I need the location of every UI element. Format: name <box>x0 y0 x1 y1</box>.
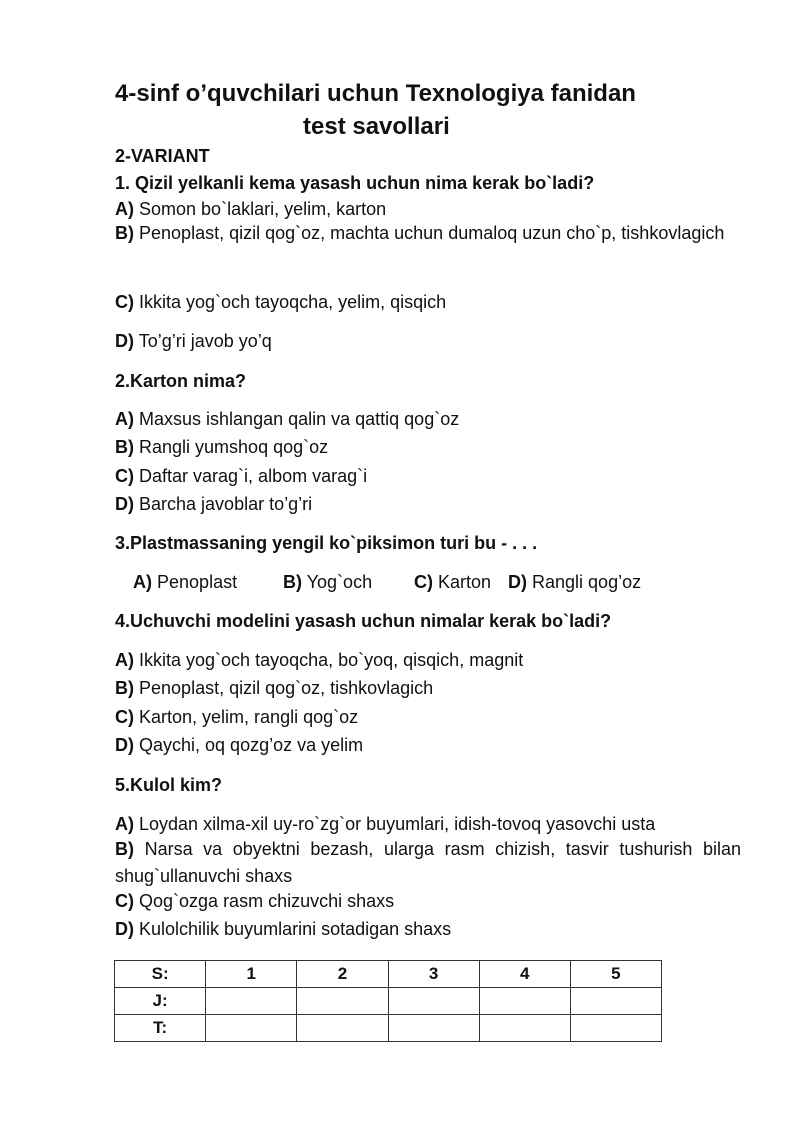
title-line-1: 4-sinf o’quvchilari uchun Texnologiya fanidan <box>115 80 636 107</box>
option-label: A) <box>115 199 134 219</box>
option-text: Maxsus ishlangan qalin va qattiq qog`oz <box>139 409 460 429</box>
option-text: Loydan xilma-xil uy-ro`zg`or buyumlari, idish-tovoq yasovchi usta <box>139 814 656 834</box>
q1-option-c <box>115 291 446 313</box>
option-label: C) <box>115 292 134 312</box>
option-label: D) <box>115 494 134 514</box>
option-text: Qaychi, oq qozg’oz va yelim <box>139 735 364 755</box>
table-cell <box>479 1015 570 1042</box>
option-label: D) <box>115 331 134 351</box>
q1-option-b <box>115 220 741 247</box>
q4-option-c <box>115 706 358 728</box>
question-2: 2.Karton nima? <box>115 371 247 391</box>
table-cell: S: <box>115 961 206 988</box>
q5-option-d <box>115 918 451 940</box>
option-text: Karton <box>438 572 492 592</box>
option-text: Penoplast <box>157 572 238 592</box>
option-text: Karton, yelim, rangli qog`oz <box>139 707 359 727</box>
q2-option-d <box>115 493 312 515</box>
q3-options-row <box>133 571 641 593</box>
q3-option-a <box>133 571 283 593</box>
option-label: B) <box>283 572 302 592</box>
table-cell <box>297 988 388 1015</box>
option-label: D) <box>115 735 134 755</box>
option-text: Rangli yumshoq qog`oz <box>139 437 329 457</box>
table-cell <box>297 1015 388 1042</box>
option-label: B) <box>115 678 134 698</box>
option-label: B) <box>115 437 134 457</box>
q4-option-a <box>115 649 523 671</box>
q2-option-b <box>115 436 328 458</box>
table-cell <box>388 988 479 1015</box>
q5-option-c <box>115 890 394 912</box>
title-line-2: test savollari <box>303 113 450 140</box>
question-3: 3.Plastmassaning yengil ko`piksimon turi bu - . . . <box>115 533 538 553</box>
answer-table <box>114 960 662 1042</box>
q1-option-d <box>115 330 272 352</box>
table-cell: 5 <box>570 961 661 988</box>
question-5: 5.Kulol kim? <box>115 775 223 795</box>
variant-label: 2-VARIANT <box>115 146 210 166</box>
q1-option-a <box>115 198 386 220</box>
table-cell: 1 <box>206 961 297 988</box>
option-label: A) <box>133 572 152 592</box>
option-text: Penoplast, qizil qog`oz, tishkovlagich <box>139 678 434 698</box>
question-4: 4.Uchuvchi modelini yasash uchun nimalar kerak bo`ladi? <box>115 611 612 631</box>
option-text: Daftar varag`i, albom varag`i <box>139 466 368 486</box>
answer-table-row-t <box>115 1015 662 1042</box>
option-text: Rangli qog’oz <box>532 572 642 592</box>
option-label: C) <box>115 707 134 727</box>
table-cell <box>206 1015 297 1042</box>
q4-option-b <box>115 677 433 699</box>
option-label: C) <box>115 891 134 911</box>
q2-option-a <box>115 408 459 430</box>
q4-option-d <box>115 734 363 756</box>
option-text: Somon bo`laklari, yelim, karton <box>139 199 387 219</box>
option-text: Ikkita yog`och tayoqcha, bo`yoq, qisqich, magnit <box>139 650 524 670</box>
table-cell <box>570 988 661 1015</box>
table-cell <box>388 1015 479 1042</box>
option-text: Kulolchilik buyumlarini sotadigan shaxs <box>139 919 452 939</box>
option-label: C) <box>115 466 134 486</box>
option-label: D) <box>508 572 527 592</box>
answer-table-row-j <box>115 988 662 1015</box>
option-label: C) <box>414 572 433 592</box>
option-label: A) <box>115 650 134 670</box>
table-cell: J: <box>115 988 206 1015</box>
option-text: To’g’ri javob yo’q <box>138 331 272 351</box>
q3-option-c <box>414 571 508 593</box>
q3-option-b <box>283 571 414 593</box>
option-text: Penoplast, qizil qog`oz, machta uchun dumaloq uzun cho`p, tishkovlagich <box>139 223 725 243</box>
table-cell <box>206 988 297 1015</box>
option-label: B) <box>115 223 134 243</box>
option-label: B) <box>115 839 134 859</box>
option-label: D) <box>115 919 134 939</box>
table-cell: 4 <box>479 961 570 988</box>
table-cell: 2 <box>297 961 388 988</box>
option-label: A) <box>115 814 134 834</box>
option-label: A) <box>115 409 134 429</box>
option-text: Ikkita yog`och tayoqcha, yelim, qisqich <box>139 292 447 312</box>
q5-option-a <box>115 813 655 835</box>
table-cell <box>570 1015 661 1042</box>
q2-option-c <box>115 465 367 487</box>
question-1: 1. Qizil yelkanli kema yasash uchun nima kerak bo`ladi? <box>115 173 595 193</box>
q5-option-b <box>115 836 741 890</box>
option-text: Narsa va obyektni bezash, ularga rasm chizish, tasvir tushurish bilan shug`ullanuvchi shaxs <box>115 839 741 886</box>
option-text: Qog`ozga rasm chizuvchi shaxs <box>139 891 395 911</box>
option-text: Yog`och <box>306 572 373 592</box>
table-cell: 3 <box>388 961 479 988</box>
table-cell: T: <box>115 1015 206 1042</box>
q3-option-d <box>508 571 641 593</box>
answer-table-row-s <box>115 961 662 988</box>
option-text: Barcha javoblar to’g’ri <box>139 494 313 514</box>
table-cell <box>479 988 570 1015</box>
